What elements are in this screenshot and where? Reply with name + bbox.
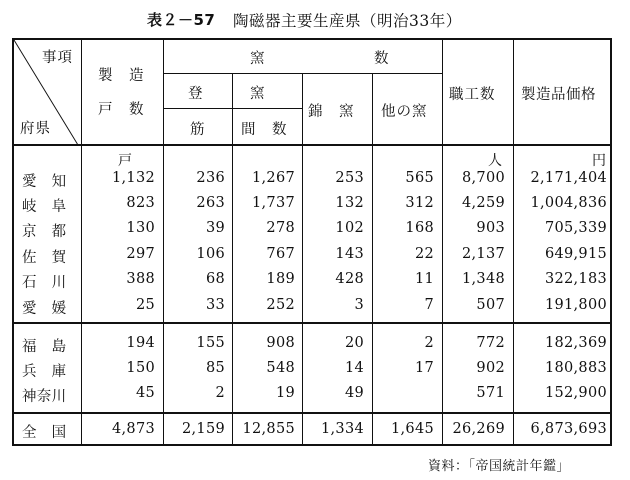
cell-households: 297	[126, 246, 155, 262]
cell-ken: 548	[266, 360, 295, 376]
unit-workers: 人	[488, 153, 502, 169]
row-divider	[163, 108, 302, 109]
cell-other: 565	[405, 170, 434, 186]
cell-nishiki: 49	[344, 385, 364, 401]
cell-nishiki: 132	[335, 195, 364, 211]
cell-other: 7	[424, 297, 434, 313]
cell-workers: 903	[476, 220, 505, 236]
cell-nishiki: 20	[344, 335, 364, 351]
header-product-value: 製造品価格	[521, 87, 596, 103]
cell-nishiki: 143	[335, 246, 364, 262]
total-suji: 2,159	[181, 421, 225, 437]
cell-workers: 4,259	[461, 195, 505, 211]
cell-nishiki: 428	[335, 271, 364, 287]
cell-households: 45	[135, 385, 155, 401]
cell-other: 22	[414, 246, 434, 262]
header-noborigama: 登 窯	[188, 86, 266, 102]
header-nishikigama: 錦 窯	[308, 104, 355, 120]
col-divider	[302, 73, 303, 445]
cell-suji: 85	[205, 360, 225, 376]
prefecture-name: 神奈川	[22, 389, 67, 405]
header-households-line2: 戸 数	[98, 102, 145, 118]
cell-nishiki: 14	[344, 360, 364, 376]
header-workers: 職工数	[449, 87, 496, 103]
total-ken: 12,855	[242, 421, 295, 437]
cell-ken: 908	[266, 335, 295, 351]
cell-workers: 2,137	[461, 246, 505, 262]
prefecture-name: 愛 知	[22, 174, 67, 190]
cell-value: 191,800	[544, 297, 607, 313]
cell-suji: 106	[196, 246, 225, 262]
cell-households: 150	[126, 360, 155, 376]
group-divider	[13, 322, 611, 324]
table-number: 表２－57	[147, 11, 216, 29]
total-workers: 26,269	[452, 421, 505, 437]
cell-ken: 19	[275, 385, 295, 401]
cell-ken: 1,737	[251, 195, 295, 211]
header-kiln-group: 窯 数	[250, 51, 390, 67]
cell-households: 130	[126, 220, 155, 236]
total-divider	[13, 412, 611, 414]
total-nishiki: 1,334	[320, 421, 364, 437]
unit-value: 円	[592, 153, 606, 169]
header-households-line1: 製 造	[98, 68, 145, 84]
cell-households: 194	[126, 335, 155, 351]
prefecture-name: 愛 媛	[22, 301, 67, 317]
unit-households: 戸	[118, 153, 132, 169]
cell-workers: 1,348	[461, 271, 505, 287]
col-divider	[232, 73, 233, 445]
cell-households: 823	[126, 195, 155, 211]
cell-suji: 236	[196, 170, 225, 186]
prefecture-name: 京 都	[22, 224, 67, 240]
corner-label-item: 事項	[42, 50, 73, 66]
cell-households: 1,132	[111, 170, 155, 186]
cell-other: 11	[414, 271, 434, 287]
source-note: 資料：「帝国統計年鑑」	[428, 459, 571, 474]
cell-workers: 772	[476, 335, 505, 351]
cell-households: 25	[135, 297, 155, 313]
cell-nishiki: 253	[335, 170, 364, 186]
cell-ken: 252	[266, 297, 295, 313]
cell-workers: 507	[476, 297, 505, 313]
col-divider	[163, 39, 164, 445]
cell-other: 312	[405, 195, 434, 211]
table-name: 陶磁器主要生産県（明治33年）	[233, 12, 462, 30]
total-other: 1,645	[390, 421, 434, 437]
cell-ken: 1,267	[251, 170, 295, 186]
cell-value: 1,004,836	[530, 195, 607, 211]
cell-suji: 68	[205, 271, 225, 287]
header-bottom-divider	[13, 144, 611, 146]
header-noborigama-ken: 間 数	[241, 122, 288, 138]
header-noborigama-suji: 筋	[190, 122, 206, 138]
cell-value: 649,915	[544, 246, 607, 262]
col-divider	[372, 73, 373, 445]
corner-label-prefecture: 府県	[20, 121, 51, 137]
cell-suji: 263	[196, 195, 225, 211]
cell-ken: 189	[266, 271, 295, 287]
cell-suji: 2	[215, 385, 225, 401]
prefecture-name: 石 川	[22, 275, 67, 291]
cell-nishiki: 3	[354, 297, 364, 313]
row-divider	[163, 73, 442, 74]
cell-suji: 39	[205, 220, 225, 236]
cell-other: 17	[414, 360, 434, 376]
cell-value: 322,183	[544, 271, 607, 287]
total-label: 全 国	[22, 425, 67, 441]
cell-workers: 571	[476, 385, 505, 401]
cell-ken: 767	[266, 246, 295, 262]
cell-value: 2,171,404	[530, 170, 607, 186]
cell-suji: 155	[196, 335, 225, 351]
total-value: 6,873,693	[530, 421, 607, 437]
cell-value: 180,883	[544, 360, 607, 376]
cell-value: 705,339	[544, 220, 607, 236]
cell-value: 182,369	[544, 335, 607, 351]
cell-suji: 33	[205, 297, 225, 313]
cell-value: 152,900	[544, 385, 607, 401]
col-divider	[81, 39, 82, 445]
total-households: 4,873	[111, 421, 155, 437]
cell-other: 2	[424, 335, 434, 351]
prefecture-name: 佐 賀	[22, 250, 67, 266]
header-other-kiln: 他の窯	[381, 104, 428, 120]
table-title	[0, 9, 630, 31]
prefecture-name: 岐 阜	[22, 199, 67, 215]
prefecture-name: 福 島	[22, 339, 67, 355]
cell-nishiki: 102	[335, 220, 364, 236]
cell-other: 168	[405, 220, 434, 236]
col-divider	[513, 39, 514, 445]
cell-ken: 278	[266, 220, 295, 236]
cell-workers: 902	[476, 360, 505, 376]
cell-workers: 8,700	[461, 170, 505, 186]
prefecture-name: 兵 庫	[22, 364, 67, 380]
cell-households: 388	[126, 271, 155, 287]
col-divider	[442, 39, 443, 445]
